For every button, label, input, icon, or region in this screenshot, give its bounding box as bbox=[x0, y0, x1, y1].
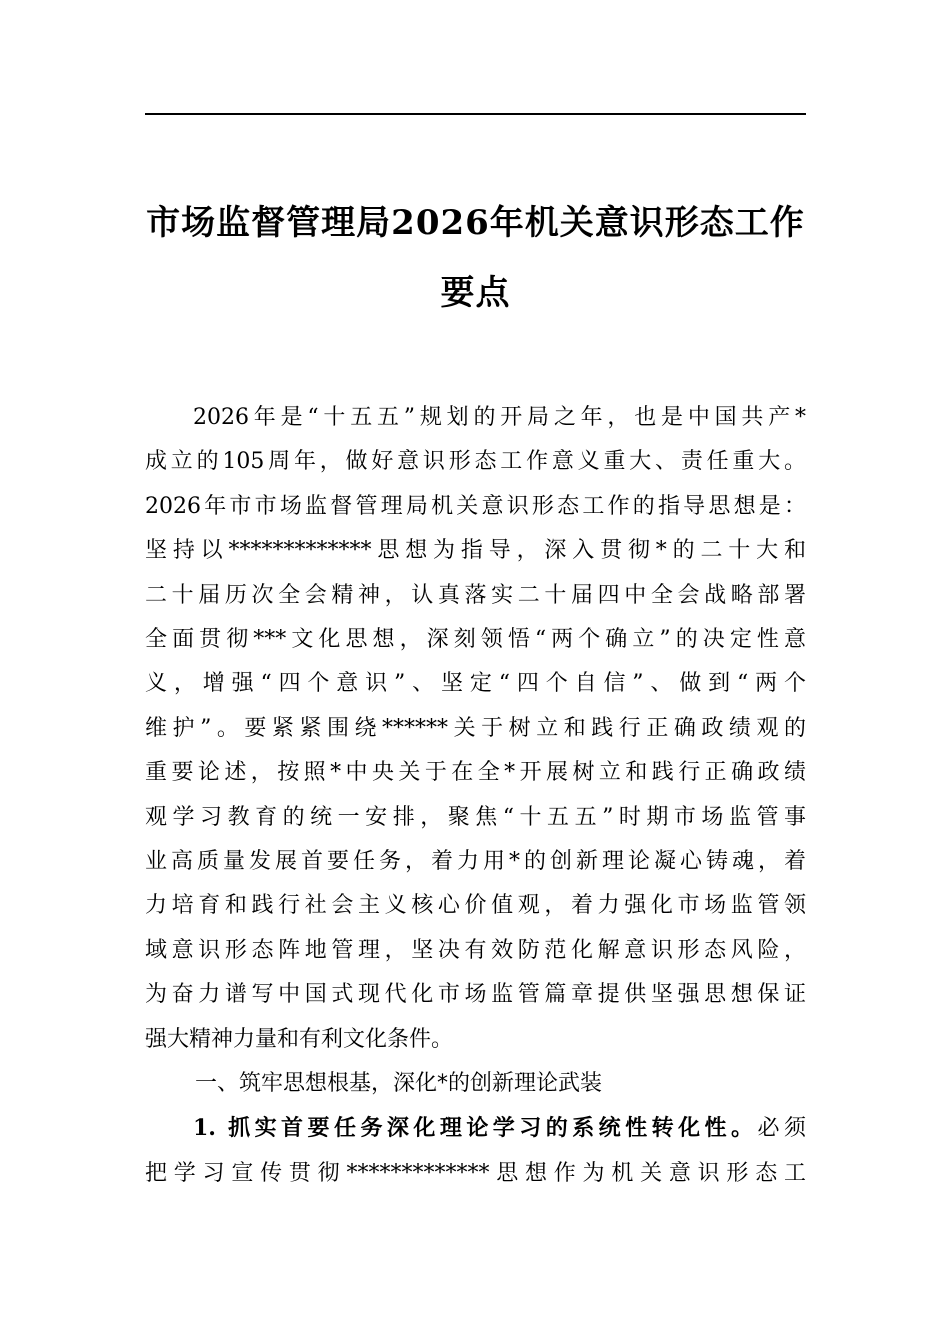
paragraph-line: 观学习教育的统一安排，聚焦“十五五”时期市场监管事 bbox=[145, 804, 806, 830]
paragraph-line: 把学习宣传贯彻*************思想作为机关意识形态工 bbox=[145, 1160, 806, 1186]
paragraph-line: 为奋力谱写中国式现代化市场监管篇章提供坚强思想保证 bbox=[145, 982, 806, 1008]
paragraph-line: 维护”。要紧紧围绕******关于树立和践行正确政绩观的 bbox=[145, 715, 806, 741]
paragraph-line: 域意识形态阵地管理，坚决有效防范化解意识形态风险， bbox=[145, 937, 806, 963]
subsection-paragraph bbox=[145, 1106, 806, 1196]
paragraph-line: 2026年是“十五五”规划的开局之年，也是中国共产* bbox=[193, 405, 806, 430]
paragraph-line: 义，增强“四个意识”、坚定“四个自信”、做到“两个 bbox=[145, 671, 806, 697]
paragraph-line: 坚持以*************思想为指导，深入贯彻*的二十大和 bbox=[145, 538, 806, 564]
header-rule bbox=[145, 113, 806, 115]
paragraph-line: 重要论述，按照*中央关于在全*开展树立和践行正确政绩 bbox=[145, 760, 806, 786]
paragraph-line: 成立的105周年，做好意识形态工作意义重大、责任重大。 bbox=[145, 449, 806, 475]
title-line: 要点 bbox=[440, 273, 511, 313]
section-heading: 一、筑牢思想根基，深化*的创新理论武装 bbox=[195, 1071, 603, 1097]
paragraph-line: 强大精神力量和有利文化条件。 bbox=[145, 1026, 454, 1052]
paragraph-line: 2026年市市场监督管理局机关意识形态工作的指导思想是： bbox=[145, 493, 806, 519]
paragraph-line: 业高质量发展首要任务，着力用*的创新理论凝心铸魂，着 bbox=[145, 849, 806, 875]
subsection-first-line-rest: 必须 bbox=[757, 1116, 806, 1142]
subsection-title: 1. 抓实首要任务深化理论学习的系统性转化性。 bbox=[193, 1115, 758, 1142]
subsection-first-line bbox=[145, 1106, 806, 1151]
intro-paragraph bbox=[145, 396, 806, 1062]
title-line: 市场监督管理局2026年机关意识形态工作 bbox=[146, 203, 805, 243]
paragraph-line: 二十届历次全会精神，认真落实二十届四中全会战略部署 bbox=[145, 582, 806, 608]
document-title bbox=[145, 188, 806, 328]
paragraph-line: 力培育和践行社会主义核心价值观，着力强化市场监管领 bbox=[145, 893, 806, 919]
document-body bbox=[145, 396, 806, 1196]
paragraph-line: 全面贯彻***文化思想，深刻领悟“两个确立”的决定性意 bbox=[145, 627, 806, 653]
